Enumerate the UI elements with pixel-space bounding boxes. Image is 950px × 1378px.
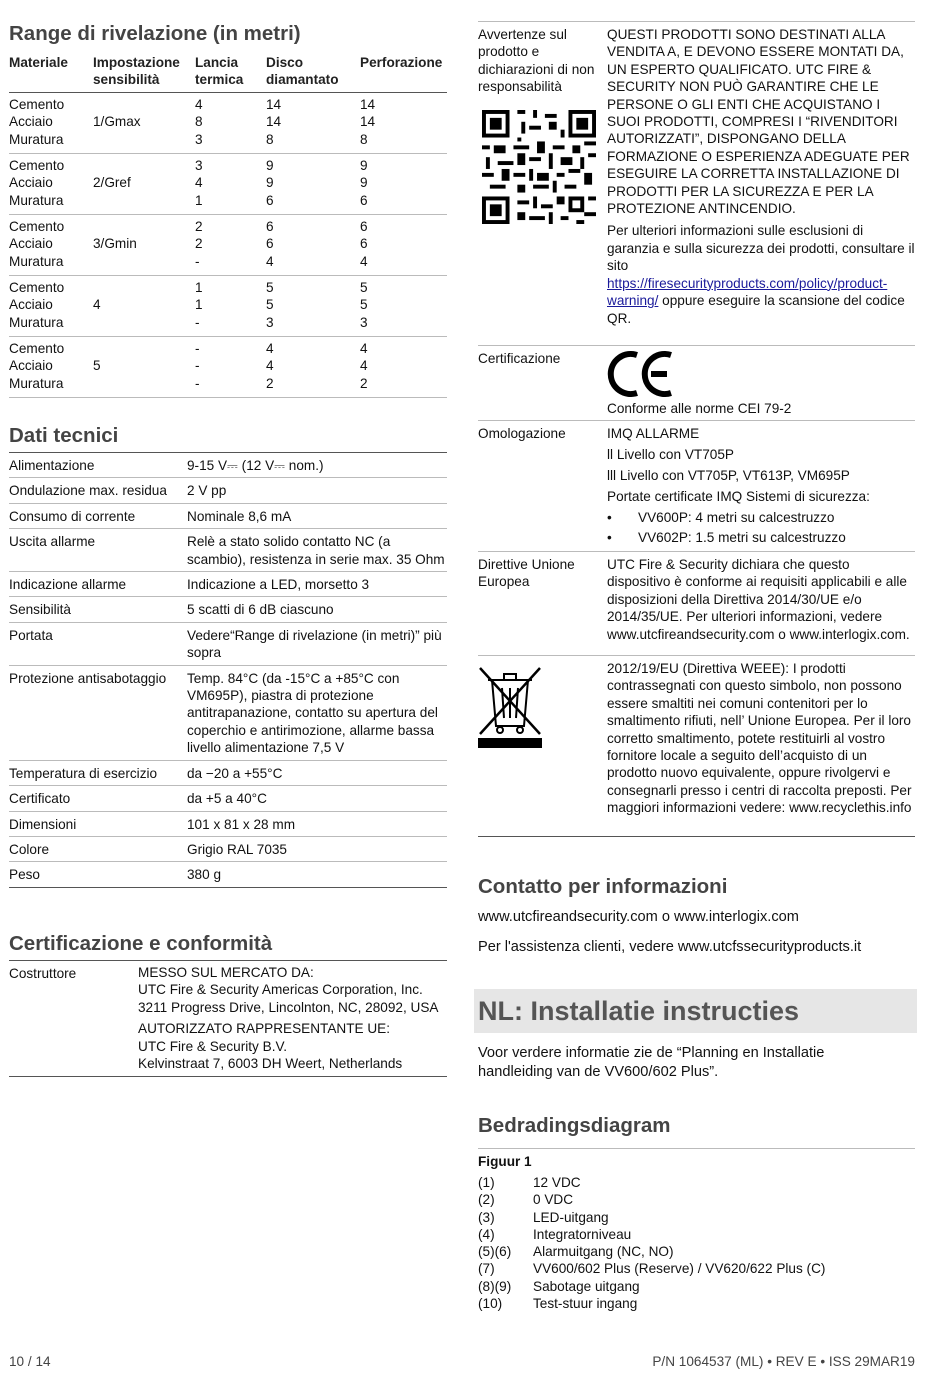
wiring-item xyxy=(478,1260,825,1277)
homologation-bullet-text: VV602P: 1.5 metri su calcestruzzo xyxy=(638,530,846,546)
wiring-item-label: Sabotage uitgang xyxy=(533,1278,640,1294)
tech-value: Indicazione a LED, morsetto 3 xyxy=(187,577,370,593)
cert-line: MESSO SUL MERCATO DA: xyxy=(138,965,314,980)
wiring-item-number: (2) xyxy=(478,1192,495,1208)
homologation-value xyxy=(607,421,915,553)
cert-eu-representative xyxy=(138,1020,447,1072)
figure-label: Figuur 1 xyxy=(478,1154,532,1169)
cert-placed-by xyxy=(138,964,447,1016)
cert-line: AUTORIZZATO RAPPRESENTANTE UE: xyxy=(138,1021,391,1037)
wiring-item-number: (1) xyxy=(478,1175,495,1190)
contact-title: Contatto per informazioni xyxy=(478,875,728,898)
tech-row xyxy=(9,478,447,503)
tech-key: Uscita allarme xyxy=(9,534,96,550)
wiring-legend xyxy=(478,1174,825,1312)
tech-key: Portata xyxy=(9,627,53,643)
certification-row xyxy=(478,346,915,421)
range-drilling: 9 9 6 xyxy=(360,158,368,208)
range-header-cell: Perforazione xyxy=(360,55,443,70)
range-title: Range di rivelazione (in metri) xyxy=(9,22,301,45)
tech-value: 101 x 81 x 28 mm xyxy=(187,816,296,832)
tech-value: da +5 a 40°C xyxy=(187,791,267,807)
tech-value: Vedere“Range di rivelazione (in metri)” più sopra xyxy=(187,627,442,661)
certification-value: Conforme alle norme CEI 79-2 xyxy=(607,401,792,416)
tech-title: Dati tecnici xyxy=(9,424,119,447)
tech-value: da −20 a +55°C xyxy=(187,765,283,781)
nl-title: NL: Installatie instructies xyxy=(478,996,800,1026)
tech-row xyxy=(9,504,447,529)
tech-row xyxy=(9,761,447,786)
homologation-line: ll Livello con VT705P xyxy=(607,446,734,462)
tech-value: 2 V pp xyxy=(187,483,227,499)
range-materials: Cemento Acciaio Muratura xyxy=(9,158,65,208)
wiring-item xyxy=(478,1226,825,1243)
range-diamond-disc: 6 6 4 xyxy=(266,219,274,269)
wiring-item xyxy=(478,1243,825,1260)
range-materials: Cemento Acciaio Muratura xyxy=(9,341,65,391)
homologation-bullet-text: VV600P: 4 metri su calcestruzzo xyxy=(638,509,835,525)
qr-code-icon xyxy=(482,110,596,224)
tech-value: Temp. 84°C (da -15°C a +85°C con VM695P), piastra di protezione antitrapanazione, contatto su apertura del coperchio e antirimozione, allarme bassa livello alimentazione 7,5 V xyxy=(187,670,438,756)
wiring-title: Bedradingsdiagram xyxy=(478,1114,671,1137)
tech-value: 380 g xyxy=(187,867,222,883)
range-header-cell: Materiale xyxy=(9,55,68,70)
bullet-icon: • xyxy=(607,509,612,525)
eu-directives-key: Direttive Unione Europea xyxy=(478,557,575,590)
range-setting: 5 xyxy=(93,358,101,374)
range-thermal-lance: 3 4 1 xyxy=(195,158,203,208)
range-header-cell: Disco diamantato xyxy=(266,55,339,88)
range-setting: 2/Gref xyxy=(93,175,131,191)
wiring-item-number: (3) xyxy=(478,1209,495,1225)
tech-value: 9-15 V⎓ (12 V⎓ nom.) xyxy=(187,458,324,473)
tech-key: Sensibilità xyxy=(9,602,71,618)
weee-bin-icon xyxy=(478,664,542,748)
homologation-bullet xyxy=(607,509,915,526)
range-group-row xyxy=(9,337,447,398)
wiring-item xyxy=(478,1278,825,1295)
tech-key: Certificato xyxy=(9,791,71,807)
tech-key: Dimensioni xyxy=(9,816,77,832)
wiring-item-label: Integratorniveau xyxy=(533,1226,632,1242)
range-thermal-lance: 1 1 - xyxy=(195,280,203,330)
wiring-item-label: 0 VDC xyxy=(533,1192,574,1208)
range-thermal-lance: - - - xyxy=(195,341,200,391)
warning-row xyxy=(478,22,915,346)
tech-row xyxy=(9,666,447,761)
homologation-line: lll Livello con VT705P, VT613P, VM695P xyxy=(607,467,850,483)
tech-value: Nominale 8,6 mA xyxy=(187,508,292,524)
nl-section-banner xyxy=(474,989,917,1033)
product-warning-link[interactable]: https://firesecurityproducts.com/policy/product-warning/ xyxy=(607,275,888,309)
range-drilling: 14 14 8 xyxy=(360,97,376,147)
page-number: 10 / 14 xyxy=(9,1354,51,1369)
range-thermal-lance: 2 2 - xyxy=(195,219,203,269)
range-setting: 4 xyxy=(93,297,101,313)
wiring-item-label: 12 VDC xyxy=(533,1175,581,1190)
range-diamond-disc: 5 5 3 xyxy=(266,280,274,330)
weee-text: 2012/19/EU (Direttiva WEEE): I prodotti contrassegnati con questo simbolo, non possono essere smaltiti nei comuni contenitori per lo smaltimento rifiuti, nell’ Unione Europea. Per il loro corretto smaltimento, potete restituirli al vostro fornitore locale a seguito dell’acquisto di un prodotto nuovo equivalente, oppure rivolgervi e consegnarli presso i centri di raccolta preposti. Per maggiori informazioni vedere: www.recyclethis.info xyxy=(607,661,912,816)
tech-row xyxy=(9,837,447,862)
wiring-item xyxy=(478,1295,825,1312)
range-materials: Cemento Acciaio Muratura xyxy=(9,280,65,330)
wiring-item-label: LED-uitgang xyxy=(533,1209,609,1225)
cert-title: Certificazione e conformità xyxy=(9,932,273,955)
tech-key: Consumo di corrente xyxy=(9,508,136,524)
tech-row xyxy=(9,529,447,572)
range-group-row xyxy=(9,215,447,276)
wiring-item-number: (8)(9) xyxy=(478,1278,512,1294)
tech-row xyxy=(9,572,447,597)
range-materials: Cemento Acciaio Muratura xyxy=(9,97,65,147)
tech-row xyxy=(9,786,447,811)
warning-key: Avvertenze sul prodotto e dichiarazioni di non responsabilità xyxy=(478,27,595,95)
wiring-item-number: (7) xyxy=(478,1261,495,1277)
homologation-line: Portate certificate IMQ Sistemi di sicurezza: xyxy=(607,488,870,504)
range-materials: Cemento Acciaio Muratura xyxy=(9,219,65,269)
range-table xyxy=(9,54,447,398)
range-group-row xyxy=(9,93,447,154)
tech-key: Indicazione allarme xyxy=(9,577,127,593)
cert-line: UTC Fire & Security B.V. xyxy=(138,1038,288,1054)
wiring-item-label: Test-stuur ingang xyxy=(533,1296,638,1312)
tech-row xyxy=(9,862,447,887)
tech-value: Relè a stato solido contatto NC (a scambio), resistenza in serie max. 35 Ohm xyxy=(187,534,445,567)
wiring-item-number: (10) xyxy=(478,1296,503,1312)
range-drilling: 5 5 3 xyxy=(360,280,368,330)
tech-value: 5 scatti di 6 dB ciascuno xyxy=(187,602,334,618)
range-header-cell: Impostazione sensibilità xyxy=(93,55,180,88)
range-table-header xyxy=(9,54,447,93)
range-diamond-disc: 14 14 8 xyxy=(266,97,282,147)
eu-directives-value: UTC Fire & Security dichiara che questo dispositivo è conforme ai requisiti applicabili e alle disposizioni della Direttiva 2014/30/UE e/o 2014/35/UE. Per ulteriori informazioni, vedere www.utcfireandsecurity.com o www.interlogix.com. xyxy=(607,557,910,642)
tech-row xyxy=(9,597,447,622)
tech-key: Alimentazione xyxy=(9,458,95,473)
tech-value: Grigio RAL 7035 xyxy=(187,841,287,857)
tech-key: Peso xyxy=(9,867,40,883)
wiring-item-number: (4) xyxy=(478,1226,495,1242)
range-group-row xyxy=(9,276,447,337)
warning-caps: QUESTI PRODOTTI SONO DESTINATI ALLA VENDITA A, E DEVONO ESSERE MONTATI DA, UN ESPERTO QUALIFICATO. UTC FIRE & SECURITY NON PUÒ GARANTIRE CHE LE PERSONE O GLI ENTI CHE ACQUISTANO I SUOI PRODOTTI, COMPRESI I “RIVENDITORI AUTORIZZATI”, DISPONGANO DELLA FORMAZIONE O ESPERIENZA ADEGUATE PER ESEGUIRE LA CORRETTA INSTALLAZIONE DI PRODOTTI PER LA SICUREZZA E PER LA PROTEZIONE ANTINCENDIO. xyxy=(607,27,910,217)
tech-row xyxy=(9,452,447,478)
wiring-item xyxy=(478,1191,825,1208)
range-diamond-disc: 4 4 2 xyxy=(266,341,274,391)
warning-text xyxy=(607,22,915,336)
range-diamond-disc: 9 9 6 xyxy=(266,158,274,208)
wiring-item-number: (5)(6) xyxy=(478,1244,512,1260)
range-setting: 3/Gmin xyxy=(93,236,137,252)
cert-line: 3211 Progress Drive, Lincolnton, NC, 28092, USA xyxy=(138,999,439,1015)
wiring-item-label: VV600/602 Plus (Reserve) / VV620/622 Plus (C) xyxy=(533,1261,826,1277)
tech-key: Ondulazione max. residua xyxy=(9,483,167,499)
cert-table xyxy=(9,960,447,1077)
tech-row xyxy=(9,812,447,837)
homologation-line: IMQ ALLARME xyxy=(607,426,700,441)
homologation-row xyxy=(478,421,915,552)
tech-key: Colore xyxy=(9,841,50,857)
wiring-item xyxy=(478,1174,825,1191)
range-setting: 1/Gmax xyxy=(93,114,141,130)
cert-line: Kelvinstraat 7, 6003 DH Weert, Netherlands xyxy=(138,1056,403,1072)
range-thermal-lance: 4 8 3 xyxy=(195,97,203,147)
compliance-table xyxy=(478,21,915,837)
warning-more: Per ulteriori informazioni sulle esclusioni di garanzia e sulla sicurezza dei prodotti, consultare il sito https://firesecurityproducts.com/policy/product-warning/ oppure eseguire la scansione del codice QR. xyxy=(607,223,915,326)
eu-directives-row xyxy=(478,552,915,656)
document-reference: P/N 1064537 (ML) • REV E • ISS 29MAR19 xyxy=(652,1354,915,1369)
ce-mark-icon xyxy=(607,351,675,397)
range-header-cell: Lancia termica xyxy=(195,55,244,88)
homologation-bullet xyxy=(607,529,915,546)
tech-key: Protezione antisabotaggio xyxy=(9,670,167,686)
contact-websites: www.utcfireandsecurity.com o www.interlogix.com xyxy=(478,909,799,925)
tech-key: Temperatura di esercizio xyxy=(9,765,158,781)
cert-key: Costruttore xyxy=(9,966,77,981)
range-drilling: 4 4 2 xyxy=(360,341,368,391)
weee-row xyxy=(478,656,915,837)
nl-intro: Voor verdere informatie zie de “Planning en Installatie handleiding van de VV600/602 Plus”. xyxy=(478,1045,825,1080)
cert-line: UTC Fire & Security Americas Corporation, Inc. xyxy=(138,982,423,998)
range-drilling: 6 6 4 xyxy=(360,219,368,269)
tech-row xyxy=(9,623,447,666)
wiring-item xyxy=(478,1209,825,1226)
contact-support: Per l'assistenza clienti, vedere www.utcfssecurityproducts.it xyxy=(478,939,862,955)
tech-table xyxy=(9,452,447,888)
certification-key: Certificazione xyxy=(478,351,561,366)
bullet-icon: • xyxy=(607,530,612,546)
homologation-key: Omologazione xyxy=(478,426,566,441)
wiring-item-label: Alarmuitgang (NC, NO) xyxy=(533,1244,674,1260)
range-group-row xyxy=(9,154,447,215)
